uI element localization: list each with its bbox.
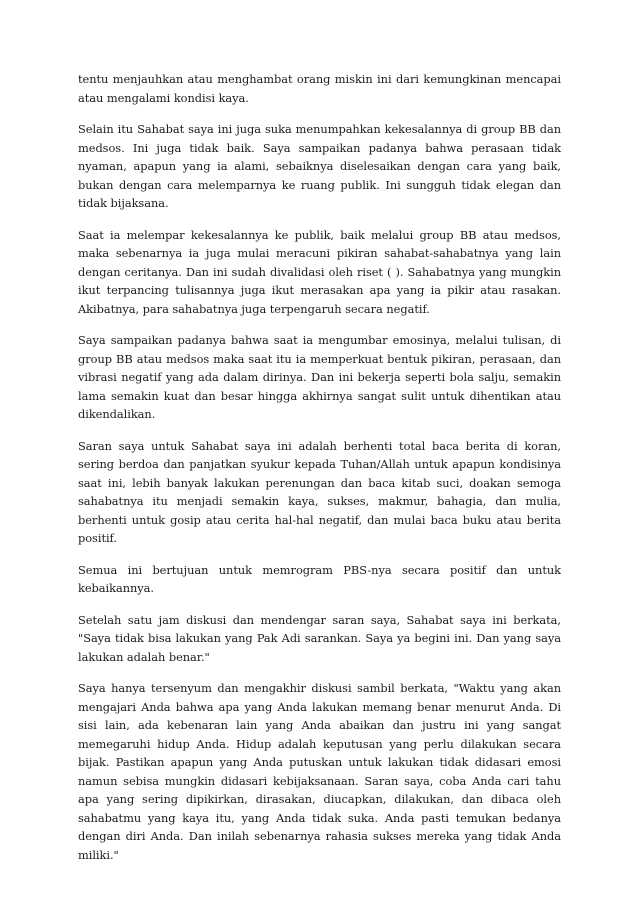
paragraph-1: tentu menjauhkan atau menghambat orang miskin ini dari kemungkinan mencapai atau mengalami kondisi kaya.	[78, 72, 561, 105]
paragraph-3: Saat ia melempar kekesalannya ke publik, baik melalui group BB atau medsos, maka sebenarnya ia juga mulai meracuni pikiran sahabat-sahabatnya yang lain dengan ceritanya. Dan ini sudah divalidasi oleh riset ( ). Sahabatnya yang mungkin ikut terpancing tulisannya juga ikut merasakan apa yang ia pikir atau rasakan. Akibatnya, para sahabatnya juga terpengaruh secara negatif.	[78, 227, 561, 316]
paragraph-6: Semua ini bertujuan untuk memrogram PBS-nya secara positif dan untuk kebaikannya.	[78, 562, 561, 595]
paragraph-2: Selain itu Sahabat saya ini juga suka menumpahkan kekesalannya di group BB dan medsos. Ini juga tidak baik. Saya sampaikan padanya bahwa perasaan tidak nyaman, apapun yang ia alami, sebaiknya diselesaikan dengan cara yang baik, bukan dengan cara melemparnya ke ruang publik. Ini sungguh tidak elegan dan tidak bijaksana.	[78, 122, 561, 210]
paragraph-5: Saran saya untuk Sahabat saya ini adalah berhenti total baca berita di koran, sering berdoa dan panjatkan syukur kepada Tuhan/Allah untuk apapun kondisinya saat ini, lebih banyak lakukan perenungan dan baca kitab suci, doakan semoga sahabatnya itu menjadi semakin kaya, sukses, makmur, bahagia, dan mulia, berhenti untuk gosip atau cerita hal-hal negatif, dan mulai baca buku atau berita positif.	[78, 438, 561, 545]
paragraph-4: Saya sampaikan padanya bahwa saat ia mengumbar emosinya, melalui tulisan, di group BB atau medsos maka saat itu ia memperkuat bentuk pikiran, perasaan, dan vibrasi negatif yang ada dalam dirinya. Dan ini bekerja seperti bola salju, semakin lama semakin kuat dan besar hingga akhirnya sangat sulit untuk dihentikan atau dikendalikan.	[78, 333, 561, 421]
document-page	[78, 70, 561, 877]
paragraph-8: Saya hanya tersenyum dan mengakhir diskusi sambil berkata, "Waktu yang akan mengajari Anda bahwa apa yang Anda lakukan memang benar menurut Anda. Di sisi lain, ada kebenaran lain yang Anda abaikan dan justru ini yang sangat memegaruhi hidup Anda. Hidup adalah keputusan yang perlu dilakukan secara bijak. Pastikan apapun yang Anda putuskan untuk lakukan tidak didasari emosi namun sebisa mungkin didasari kebijaksanaan. Saran saya, coba Anda cari tahu apa yang sering dipikirkan, dirasakan, diucapkan, dilakukan, dan dibaca oleh sahabatmu yang kaya itu, yang Anda tidak suka. Anda pasti temukan bedanya dengan diri Anda. Dan inilah sebenarnya rahasia sukses mereka yang tidak Anda miliki."	[78, 681, 561, 862]
paragraph-7: Setelah satu jam diskusi dan mendengar saran saya, Sahabat saya ini berkata, "Saya tidak bisa lakukan yang Pak Adi sarankan. Saya ya begini ini. Dan yang saya lakukan adalah benar."	[78, 612, 561, 664]
